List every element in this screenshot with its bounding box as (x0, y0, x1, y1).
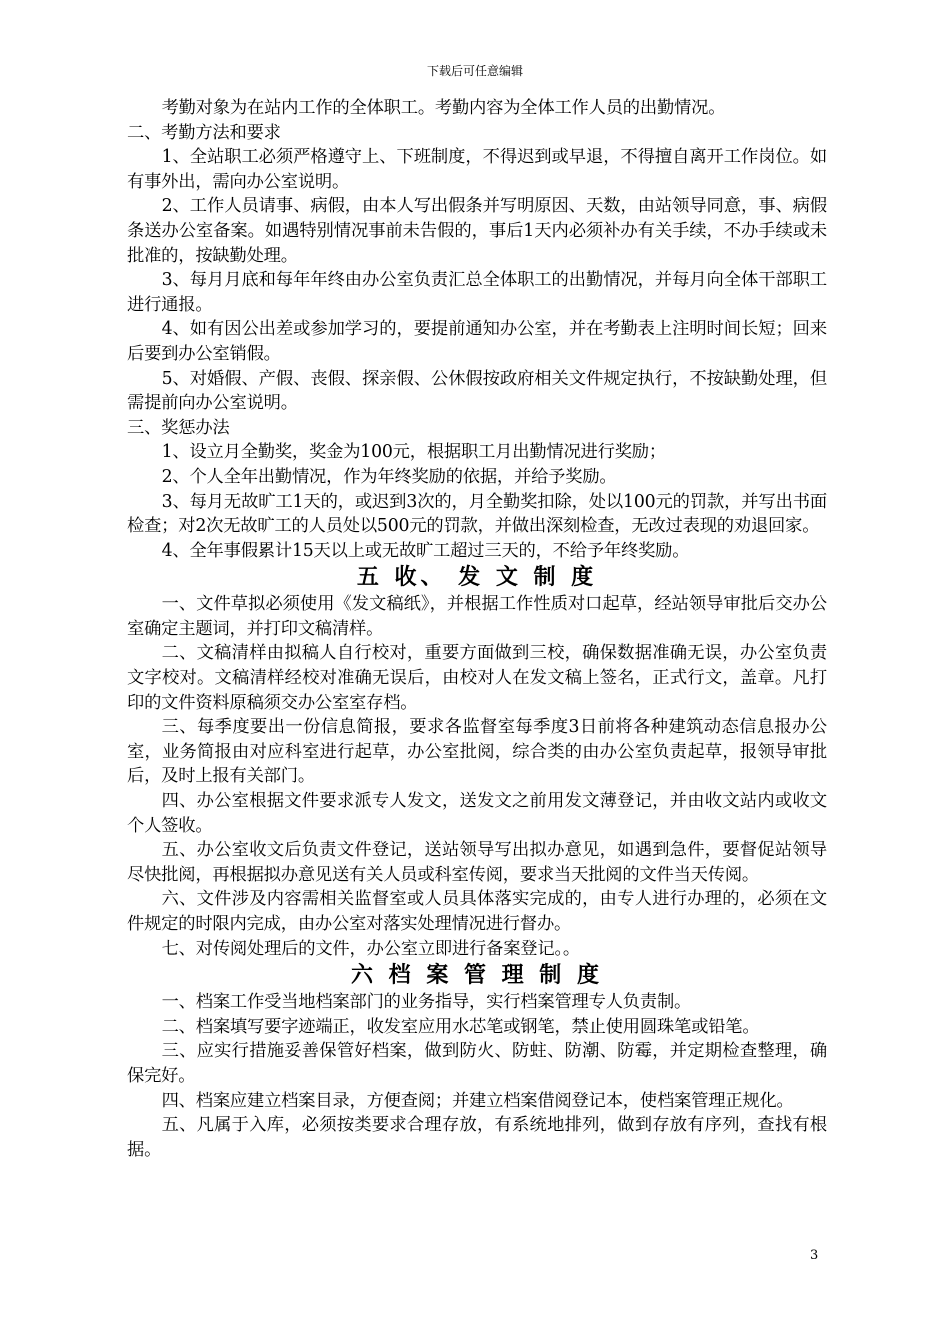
paragraph: 五、凡属于入库，必须按类要求合理存放，有系统地排列，做到存放有序列，查找有根据。 (127, 1115, 827, 1160)
paragraph: 四、办公室根据文件要求派专人发文，送发文之前用发文薄登记，并由收文站内或收文个人签收。 (127, 791, 827, 836)
paragraph: 2、个人全年出勤情况，作为年终奖励的依据，并给予奖励。 (161, 466, 617, 487)
subheading: 三、奖惩办法 (127, 417, 230, 438)
paragraph: 六、文件涉及内容需相关监督室或人员具体落实完成的，由专人进行办理的，必须在文件规定的时限内完成，由办公室对落实处理情况进行督办。 (127, 889, 827, 934)
page-number: 3 (810, 1248, 819, 1263)
paragraph: 三、应实行措施妥善保管好档案，做到防火、防蛀、防潮、防霉，并定期检查整理，确保完好。 (127, 1041, 827, 1086)
paragraph: 3、每月无故旷工1天的，或迟到3次的，月全勤奖扣除，处以100元的罚款，并写出书面检查；对2次无故旷工的人员处以500元的罚款，并做出深刻检查，无改过表现的劝退回家。 (127, 491, 827, 537)
subheading: 二、考勤方法和要求 (127, 122, 281, 143)
paragraph: 1、设立月全勤奖，奖金为100元，根据职工月出勤情况进行奖励； (161, 442, 666, 463)
paragraph: 五、办公室收文后负责文件登记，送站领导写出拟办意见，如遇到急件，要督促站领导尽快批阅，再根据拟办意见送有关人员或科室传阅，要求当天批阅的文件当天传阅。 (127, 840, 827, 885)
paragraph: 一、文件草拟必须使用《发文稿纸》，并根据工作性质对口起草，经站领导审批后交办公室确定主题词，并打印文稿清样。 (127, 594, 827, 639)
paragraph: 七、对传阅处理后的文件，办公室立即进行备案登记。。 (161, 938, 580, 959)
section-title: 五 收、 发 文 制 度 (356, 565, 598, 591)
paragraph: 二、档案填写要字迹端正，收发室应用水芯笔或钢笔，禁止使用圆珠笔或铅笔。 (161, 1016, 760, 1037)
paragraph: 4、如有因公出差或参加学习的，要提前通知办公室，并在考勤表上注明时间长短；回来后要到办公室销假。 (127, 319, 827, 364)
section-title: 六 档 案 管 理 制 度 (351, 963, 603, 989)
download-note: 下载后可任意编辑 (426, 64, 523, 78)
paragraph: 三、每季度要出一份信息简报，要求各监督室每季度3日前将各种建筑动态信息报办公室，业务简报由对应科室进行起草，办公室批阅，综合类的由办公室负责起草，报领导审批后，及时上报有关部门。 (127, 717, 827, 787)
paragraph: 四、档案应建立档案目录，方便查阅；并建立档案借阅登记本，使档案管理正规化。 (161, 1090, 794, 1111)
paragraph: 二、文稿清样由拟稿人自行校对，重要方面做到三校，确保数据准确无误，办公室负责文字校对。文稿清样经校对准确无误后，由校对人在发文稿上签名，正式行文，盖章。凡打印的文件资料原稿须交办公室室存档。 (127, 643, 827, 713)
paragraph: 2、工作人员请事、病假，由本人写出假条并写明原因、天数，由站领导同意，事、病假条送办公室备案。如遇特别情况事前未告假的，事后1天内必须补办有关手续，不办手续或未批准的，按缺勤处理。 (127, 196, 827, 266)
paragraph: 考勤对象为在站内工作的全体职工。考勤内容为全体工作人员的出勤情况。 (161, 98, 726, 118)
paragraph: 一、档案工作受当地档案部门的业务指导，实行档案管理专人负责制。 (161, 992, 692, 1013)
paragraph: 1、全站职工必须严格遵守上、下班制度，不得迟到或早退，不得擅自离开工作岗位。如有事外出，需向办公室说明。 (127, 147, 827, 192)
paragraph: 3、每月月底和每年年终由办公室负责汇总全体职工的出勤情况，并每月向全体干部职工进行通报。 (127, 270, 827, 315)
paragraph: 5、对婚假、产假、丧假、探亲假、公休假按政府相关文件规定执行，不按缺勤处理，但需提前向办公室说明。 (127, 368, 827, 414)
document-body (127, 96, 827, 1162)
paragraph: 4、全年事假累计15天以上或无故旷工超过三天的，不给予年终奖励。 (161, 540, 690, 561)
